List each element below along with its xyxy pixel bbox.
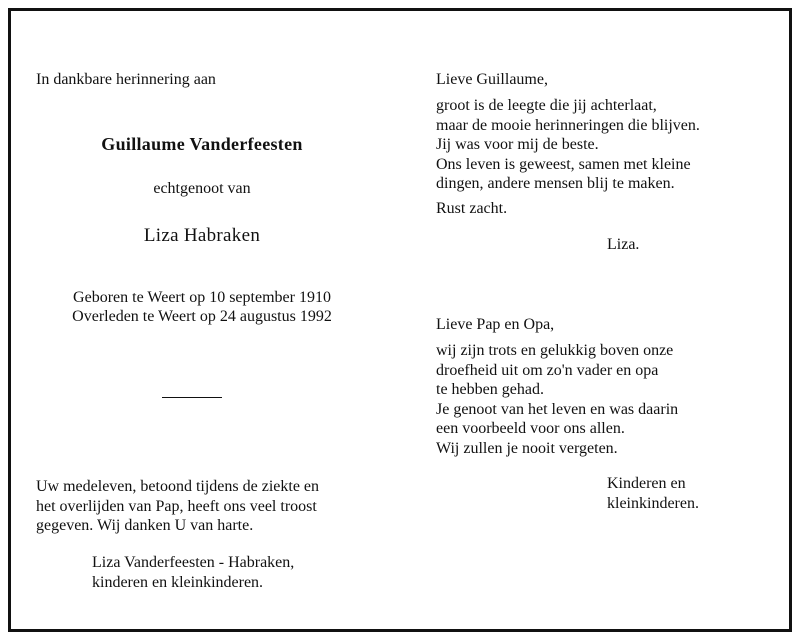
intro-text: In dankbare herinnering aan: [36, 71, 216, 88]
spouse-name: Liza Habraken: [143, 225, 261, 246]
poem-line: dingen, andere mensen blij te maken.: [436, 175, 675, 192]
signature-line: Kinderen en: [607, 475, 686, 492]
poem-line: wij zijn trots en gelukkig boven onze: [436, 342, 674, 359]
thanks-line: Uw medeleven, betoond tijdens de ziekte en: [36, 478, 320, 495]
greeting-guillaume: Lieve Guillaume,: [436, 71, 548, 88]
poem-to-guillaume: [436, 96, 700, 194]
poem-line: te hebben gehad.: [436, 381, 544, 398]
poem-line: Je genoot van het leven en was daarin: [436, 400, 679, 418]
greeting-pap-opa: Lieve Pap en Opa,: [436, 316, 555, 333]
divider-line: [162, 397, 222, 398]
signature-children: [607, 474, 699, 513]
birth-line: Geboren te Weert op 10 september 1910: [73, 289, 331, 306]
signature-line: Liza Vanderfeesten - Habraken,: [92, 554, 295, 571]
signature-line: kinderen en kleinkinderen.: [92, 573, 264, 591]
signature-line: kleinkinderen.: [607, 494, 699, 512]
relation-text: echtgenoot van: [153, 180, 251, 197]
poem-line: maar de mooie herinneringen die blijven.: [436, 116, 700, 134]
thanks-line: het overlijden van Pap, heeft ons veel troost: [36, 497, 317, 515]
poem-line: een voorbeeld voor ons allen.: [436, 420, 625, 437]
thanks-line: gegeven. Wij danken U van harte.: [36, 517, 254, 534]
rest-text: Rust zacht.: [436, 200, 508, 217]
death-line: Overleden te Weert op 24 augustus 1992: [72, 308, 332, 325]
poem-line: Jij was voor mij de beste.: [436, 136, 599, 153]
poem-to-pap: [436, 341, 678, 458]
poem-line: droefheid uit om zo'n vader en opa: [436, 361, 659, 379]
thanks-paragraph: [36, 477, 319, 536]
deceased-name: Guillaume Vanderfeesten: [101, 134, 303, 154]
poem-line: Wij zullen je nooit vergeten.: [436, 439, 618, 457]
poem-line: Ons leven is geweest, samen met kleine: [436, 155, 691, 173]
poem-line: groot is de leegte die jij achterlaat,: [436, 97, 657, 114]
signature-liza: Liza.: [607, 236, 640, 253]
family-signature: [92, 553, 294, 592]
